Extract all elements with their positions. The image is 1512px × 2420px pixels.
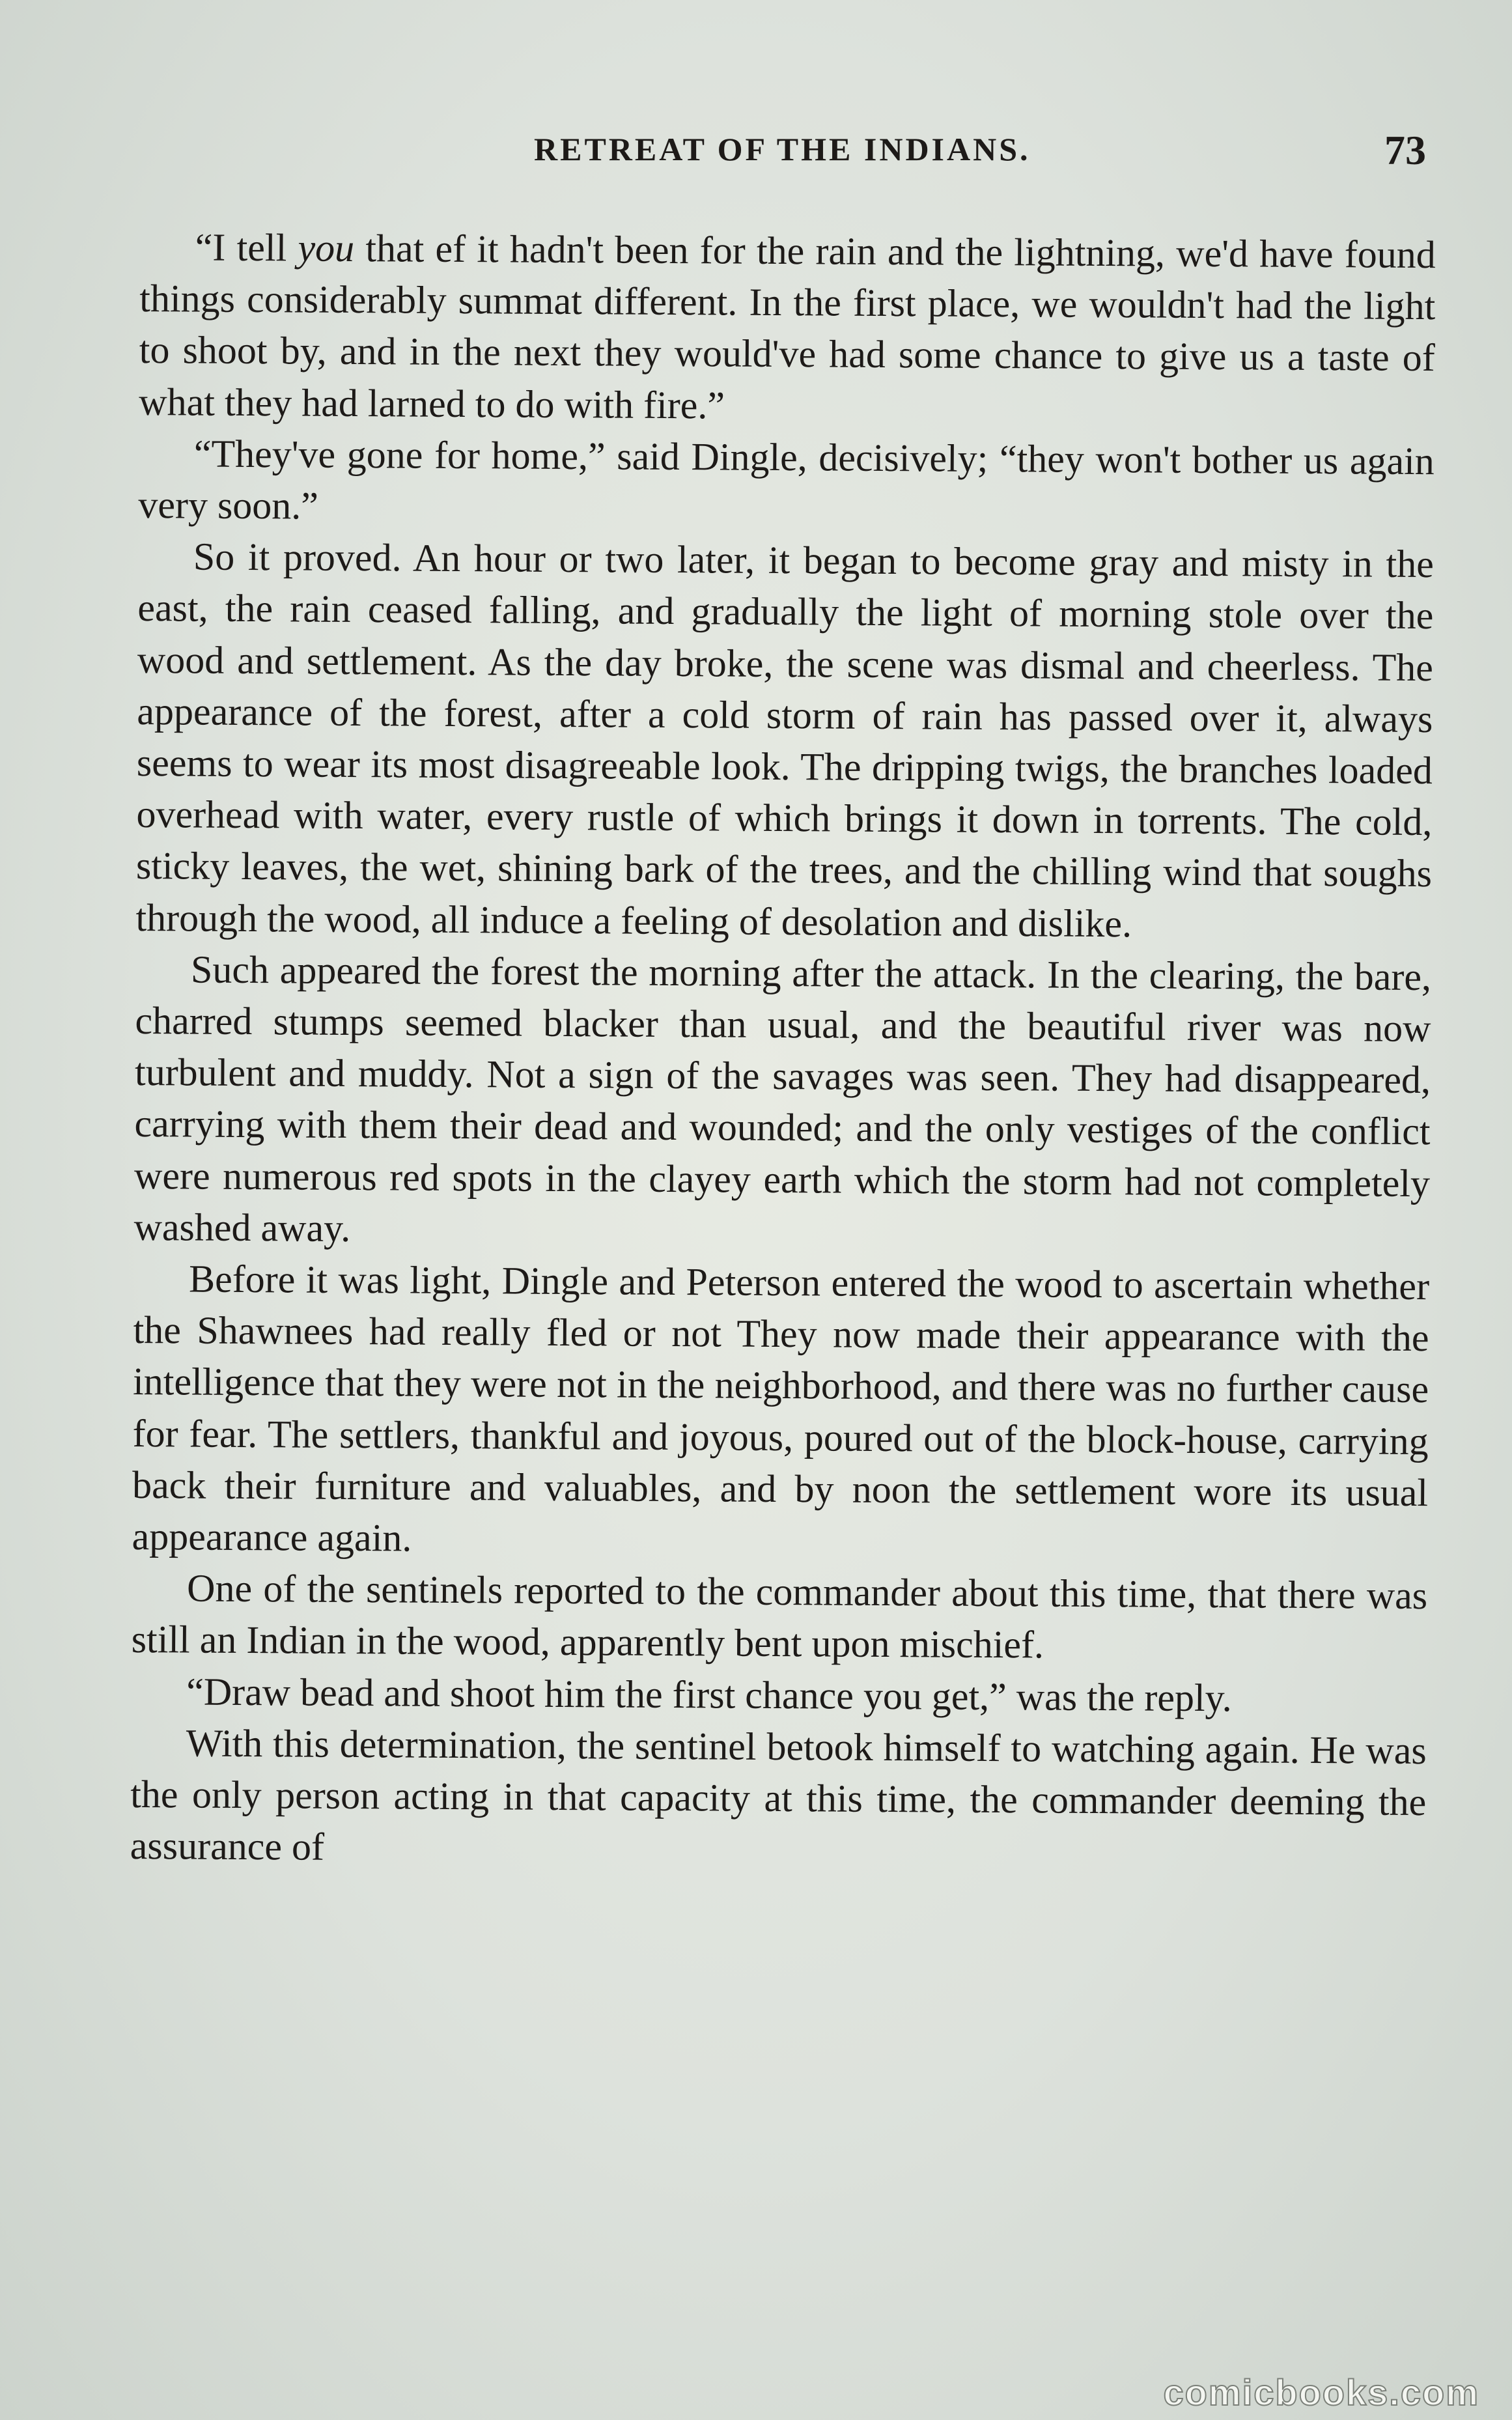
site-watermark: comicbooks.com — [1163, 2372, 1479, 2413]
running-head: RETREAT OF THE INDIANS. — [534, 131, 1031, 167]
emphasized-word: you — [298, 226, 355, 270]
paragraph: With this determination, the sentinel betook himself to watching again. He was the only person acting in that capacity at this time, the commander deeming the assurance of — [130, 1721, 1427, 1869]
paragraph: So it proved. An hour or two later, it began to become gray and misty in the east, the rain ceased falling, and gradually the light of morning stole over the wood and settlement. As the day broke, the scene was dismal and cheerless. The appearance of the forest, after a cold storm of rain has passed over it, always seems to wear its most disagreeable look. The dripping twigs, the branches loaded overhead with water, every rustle of which brings it down in torrents. The cold, sticky leaves, the wet, shining bark of the trees, and the chilling wind that soughs through the wood, all induce a feeling of desolation and dislike. — [135, 535, 1435, 945]
page-number: 73 — [1384, 127, 1426, 173]
paragraph: “Draw bead and shoot him the first chance you get,” was the reply. — [186, 1670, 1232, 1719]
body-text — [130, 221, 1436, 1880]
paragraph: Such appeared the forest the morning after the attack. In the clearing, the bare, charred stumps seemed blacker than usual, and the beautiful river was now turbulent and muddy. Not a sign of the savages was seen. They had disappeared, carrying with them their dead and wounded; and the only vestiges of the conflict were numerous red spots in the clayey earth which the storm had not completely washed away. — [133, 948, 1432, 1250]
paragraph: “They've gone for home,” said Dingle, decisively; “they won't bother us again very soon.” — [138, 432, 1435, 528]
paragraph — [139, 221, 1436, 436]
paragraph-text: that ef it hadn't been for the rain and the lightning, we'd have found things considerably summat different. In the first place, we wouldn't had the light to shoot by, and in the next they would've had some chance to give us a taste of what they had larned to do with fire.” — [139, 227, 1436, 427]
page-header — [534, 127, 1426, 182]
paragraph-text: “I tell — [195, 225, 298, 270]
paragraph: One of the sentinels reported to the commander about this time, that there was still an Indian in the wood, apparently bent upon mischief. — [131, 1566, 1428, 1667]
paragraph: Before it was light, Dingle and Peterson entered the wood to ascertain whether the Shawnees had really fled or not They now made their appearance with the intelligence that they were not in the neighborhood, and there was no further cause for fear. The settlers, thankful and joyous, poured out of the block-house, carrying back their furniture and valuables, and by noon the settlement wore its usual appearance again. — [132, 1257, 1430, 1560]
